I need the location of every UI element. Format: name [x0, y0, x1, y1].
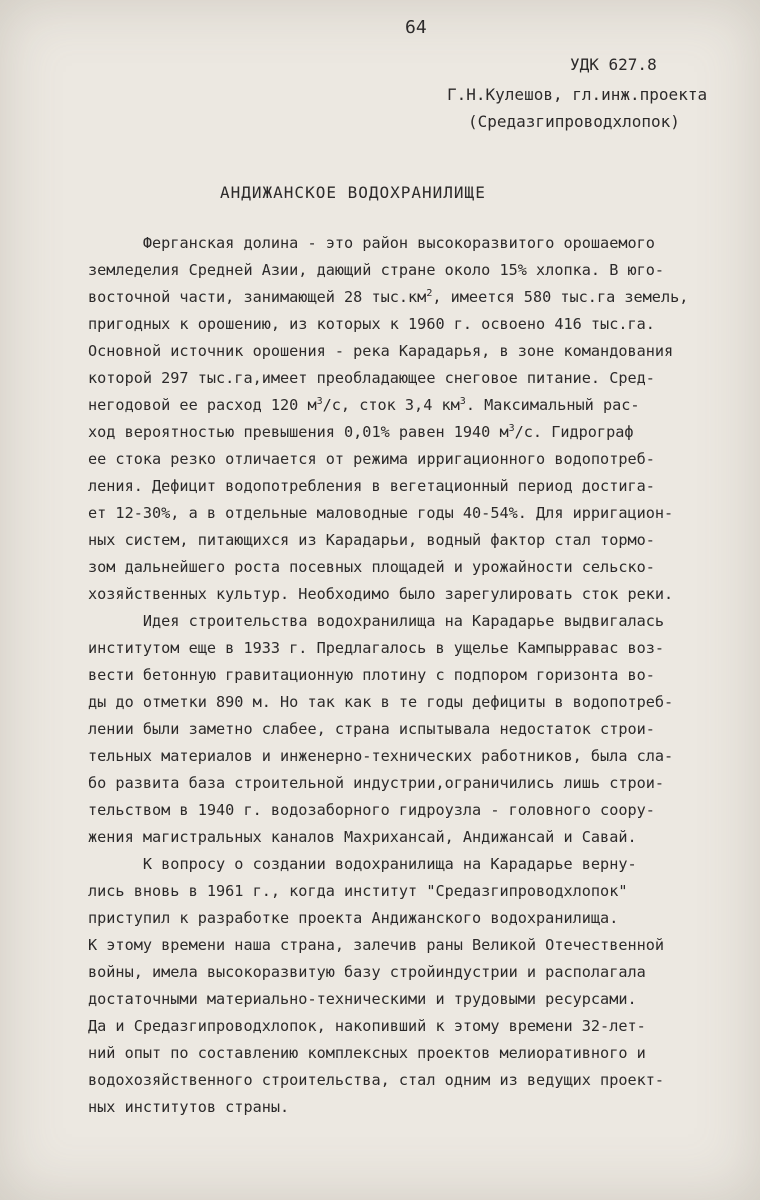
text-line: [88, 230, 758, 257]
text-fragment: достаточными материально-техническими и трудовыми ресурсами.: [88, 990, 637, 1008]
text-fragment: негодовой ее расход 120 м: [88, 396, 317, 414]
text-fragment: лись вновь в 1961 г., когда институт "Средазгипроводхлопок": [88, 882, 628, 900]
text-fragment: /с. Гидрограф: [514, 423, 634, 441]
text-line: [88, 878, 758, 905]
text-line: [88, 581, 758, 608]
text-fragment: войны, имела высокоразвитую базу стройиндустрии и располагала: [88, 963, 646, 981]
text-fragment: приступил к разработке проекта Андижанского водохранилища.: [88, 909, 619, 927]
text-line: [88, 635, 758, 662]
text-line: [88, 527, 758, 554]
udk-code: УДК 627.8: [570, 55, 657, 74]
text-fragment: ных систем, питающихся из Карадарьи, водный фактор стал тормо-: [88, 531, 655, 549]
text-fragment: водохозяйственного строительства, стал одним из ведущих проект-: [88, 1071, 665, 1089]
text-line: [88, 419, 758, 446]
text-fragment: лении были заметно слабее, страна испытывала недостаток строи-: [88, 720, 655, 738]
text-fragment: Да и Средазгипроводхлопок, накопивший к этому времени 32-лет-: [88, 1017, 646, 1035]
text-fragment: , имеется 580 тыс.га земель,: [432, 288, 689, 306]
text-line: [88, 284, 758, 311]
text-line: [88, 257, 758, 284]
text-fragment: ний опыт по составлению комплексных проектов мелиоративного и: [88, 1044, 646, 1062]
text-fragment: ды до отметки 890 м. Но так как в те годы дефициты в водопотреб-: [88, 693, 674, 711]
text-fragment: бо развита база строительной индустрии,ограничились лишь строи-: [88, 774, 665, 792]
superscript: 2: [426, 288, 433, 299]
text-fragment: К этому времени наша страна, залечив раны Великой Отечественной: [88, 936, 665, 954]
page-number: 64: [405, 17, 427, 38]
text-line: [88, 986, 758, 1013]
text-line: [88, 797, 758, 824]
text-fragment: [88, 855, 143, 873]
text-fragment: вести бетонную гравитационную плотину с подпором горизонта во-: [88, 666, 655, 684]
text-fragment: . Максимальный рас-: [465, 396, 640, 414]
text-line: [88, 311, 758, 338]
text-line: [88, 959, 758, 986]
superscript: 3: [508, 423, 515, 434]
text-line: [88, 1013, 758, 1040]
text-line: [88, 716, 758, 743]
text-line: [88, 473, 758, 500]
text-fragment: институтом еще в 1933 г. Предлагалось в ущелье Кампырравас воз-: [88, 639, 665, 657]
text-line: [88, 824, 758, 851]
author-line: Г.Н.Кулешов, гл.инж.проекта: [447, 85, 708, 104]
text-fragment: Идея строительства водохранилища на Карадарье выдвигалась: [142, 612, 665, 630]
text-fragment: зом дальнейшего роста посевных площадей и урожайности сельско-: [88, 558, 655, 576]
text-fragment: ных институтов страны.: [88, 1098, 290, 1116]
text-line: [88, 770, 758, 797]
text-fragment: земледелия Средней Азии, дающий стране около 15% хлопка. В юго-: [88, 261, 665, 279]
text-line: [88, 1094, 758, 1121]
superscript: 3: [459, 396, 466, 407]
organization-line: (Средазгипроводхлопок): [468, 112, 680, 131]
text-line: [88, 743, 758, 770]
article-title: АНДИЖАНСКОЕ ВОДОХРАНИЛИЩЕ: [220, 183, 486, 202]
text-line: [88, 851, 758, 878]
text-fragment: [88, 612, 143, 630]
text-fragment: тельных материалов и инженерно-технических работников, была сла-: [88, 747, 674, 765]
text-line: [88, 1040, 758, 1067]
text-line: [88, 1067, 758, 1094]
text-fragment: Ферганская долина - это район высокоразвитого орошаемого: [142, 234, 655, 252]
superscript: 3: [316, 396, 323, 407]
text-fragment: ее стока резко отличается от режима ирригационного водопотреб-: [88, 450, 655, 468]
text-fragment: жения магистральных каналов Махрихансай, Андижансай и Савай.: [88, 828, 637, 846]
text-fragment: ход вероятностью превышения 0,01% равен 1940 м: [88, 423, 509, 441]
text-line: [88, 554, 758, 581]
text-line: [88, 905, 758, 932]
text-fragment: /с, сток 3,4 км: [322, 396, 460, 414]
article-body: [88, 230, 758, 1121]
text-fragment: тельством в 1940 г. водозаборного гидроузла - головного соору-: [88, 801, 655, 819]
text-fragment: пригодных к орошению, из которых к 1960 г. освоено 416 тыс.га.: [88, 315, 655, 333]
text-fragment: К вопросу о создании водохранилища на Карадарье верну-: [142, 855, 637, 873]
text-line: [88, 338, 758, 365]
text-fragment: ления. Дефицит водопотребления в вегетационный период достига-: [88, 477, 655, 495]
text-fragment: ет 12-30%, а в отдельные маловодные годы 40-54%. Для ирригацион-: [88, 504, 674, 522]
text-line: [88, 662, 758, 689]
text-line: [88, 932, 758, 959]
text-fragment: которой 297 тыс.га,имеет преобладающее снеговое питание. Сред-: [88, 369, 655, 387]
text-fragment: Основной источник орошения - река Карадарья, в зоне командования: [88, 342, 674, 360]
text-fragment: [88, 234, 143, 252]
text-line: [88, 689, 758, 716]
text-line: [88, 392, 758, 419]
text-line: [88, 608, 758, 635]
text-line: [88, 365, 758, 392]
text-line: [88, 500, 758, 527]
text-fragment: восточной части, занимающей 28 тыс.км: [88, 288, 427, 306]
text-line: [88, 446, 758, 473]
text-fragment: хозяйственных культур. Необходимо было зарегулировать сток реки.: [88, 585, 674, 603]
